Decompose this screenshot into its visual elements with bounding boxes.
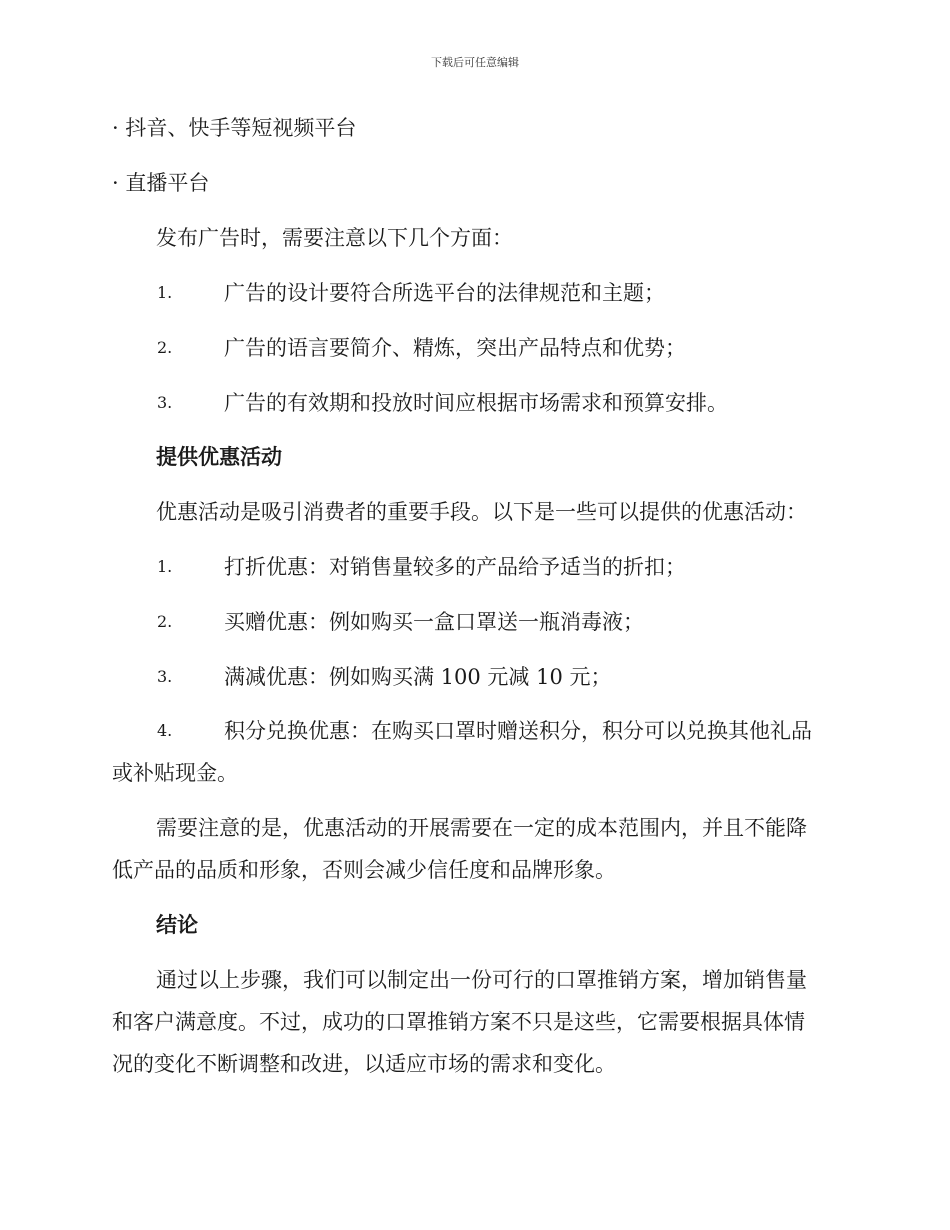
list-item: 广告的语言要简介、精炼，突出产品特点和优势；: [224, 336, 686, 360]
list-item: 满减优惠：例如购买满 100 元减 10 元；: [224, 665, 612, 689]
section-heading-promotions: 提供优惠活动: [156, 445, 282, 469]
list-item: 买赠优惠：例如购买一盒口罩送一瓶消毒液；: [224, 610, 644, 634]
list-number: 2.: [157, 612, 173, 631]
bullet-short-video: · 抖音、快手等短视频平台: [112, 116, 357, 140]
conclusion-line: 况的变化不断调整和改进，以适应市场的需求和变化。: [112, 1052, 616, 1076]
bullet-live-stream: · 直播平台: [112, 171, 210, 195]
list-number: 3.: [157, 667, 173, 686]
list-item-continuation: 或补贴现金。: [112, 761, 238, 785]
list-item: 广告的设计要符合所选平台的法律规范和主题；: [224, 281, 665, 305]
promo-note-line: 低产品的品质和形象，否则会减少信任度和品牌形象。: [112, 858, 616, 882]
promo-intro: 优惠活动是吸引消费者的重要手段。以下是一些可以提供的优惠活动：: [156, 500, 807, 524]
list-item: 积分兑换优惠：在购买口罩时赠送积分，积分可以兑换其他礼品: [224, 719, 812, 743]
conclusion-line: 和客户满意度。不过，成功的口罩推销方案不只是这些，它需要根据具体情: [112, 1010, 805, 1034]
list-item: 广告的有效期和投放时间应根据市场需求和预算安排。: [224, 391, 728, 415]
list-number: 1.: [157, 283, 173, 302]
promo-note-line: 需要注意的是，优惠活动的开展需要在一定的成本范围内，并且不能降: [156, 816, 807, 840]
section-heading-conclusion: 结论: [156, 913, 198, 937]
list-item: 打折优惠：对销售量较多的产品给予适当的折扣；: [224, 555, 686, 579]
ad-intro: 发布广告时，需要注意以下几个方面：: [156, 226, 513, 250]
conclusion-line: 通过以上步骤，我们可以制定出一份可行的口罩推销方案，增加销售量: [156, 968, 807, 992]
page-header: 下载后可任意编辑: [431, 56, 519, 69]
list-number: 1.: [157, 557, 173, 576]
list-number: 4.: [157, 721, 173, 740]
list-number: 3.: [157, 393, 173, 412]
list-number: 2.: [157, 338, 173, 357]
